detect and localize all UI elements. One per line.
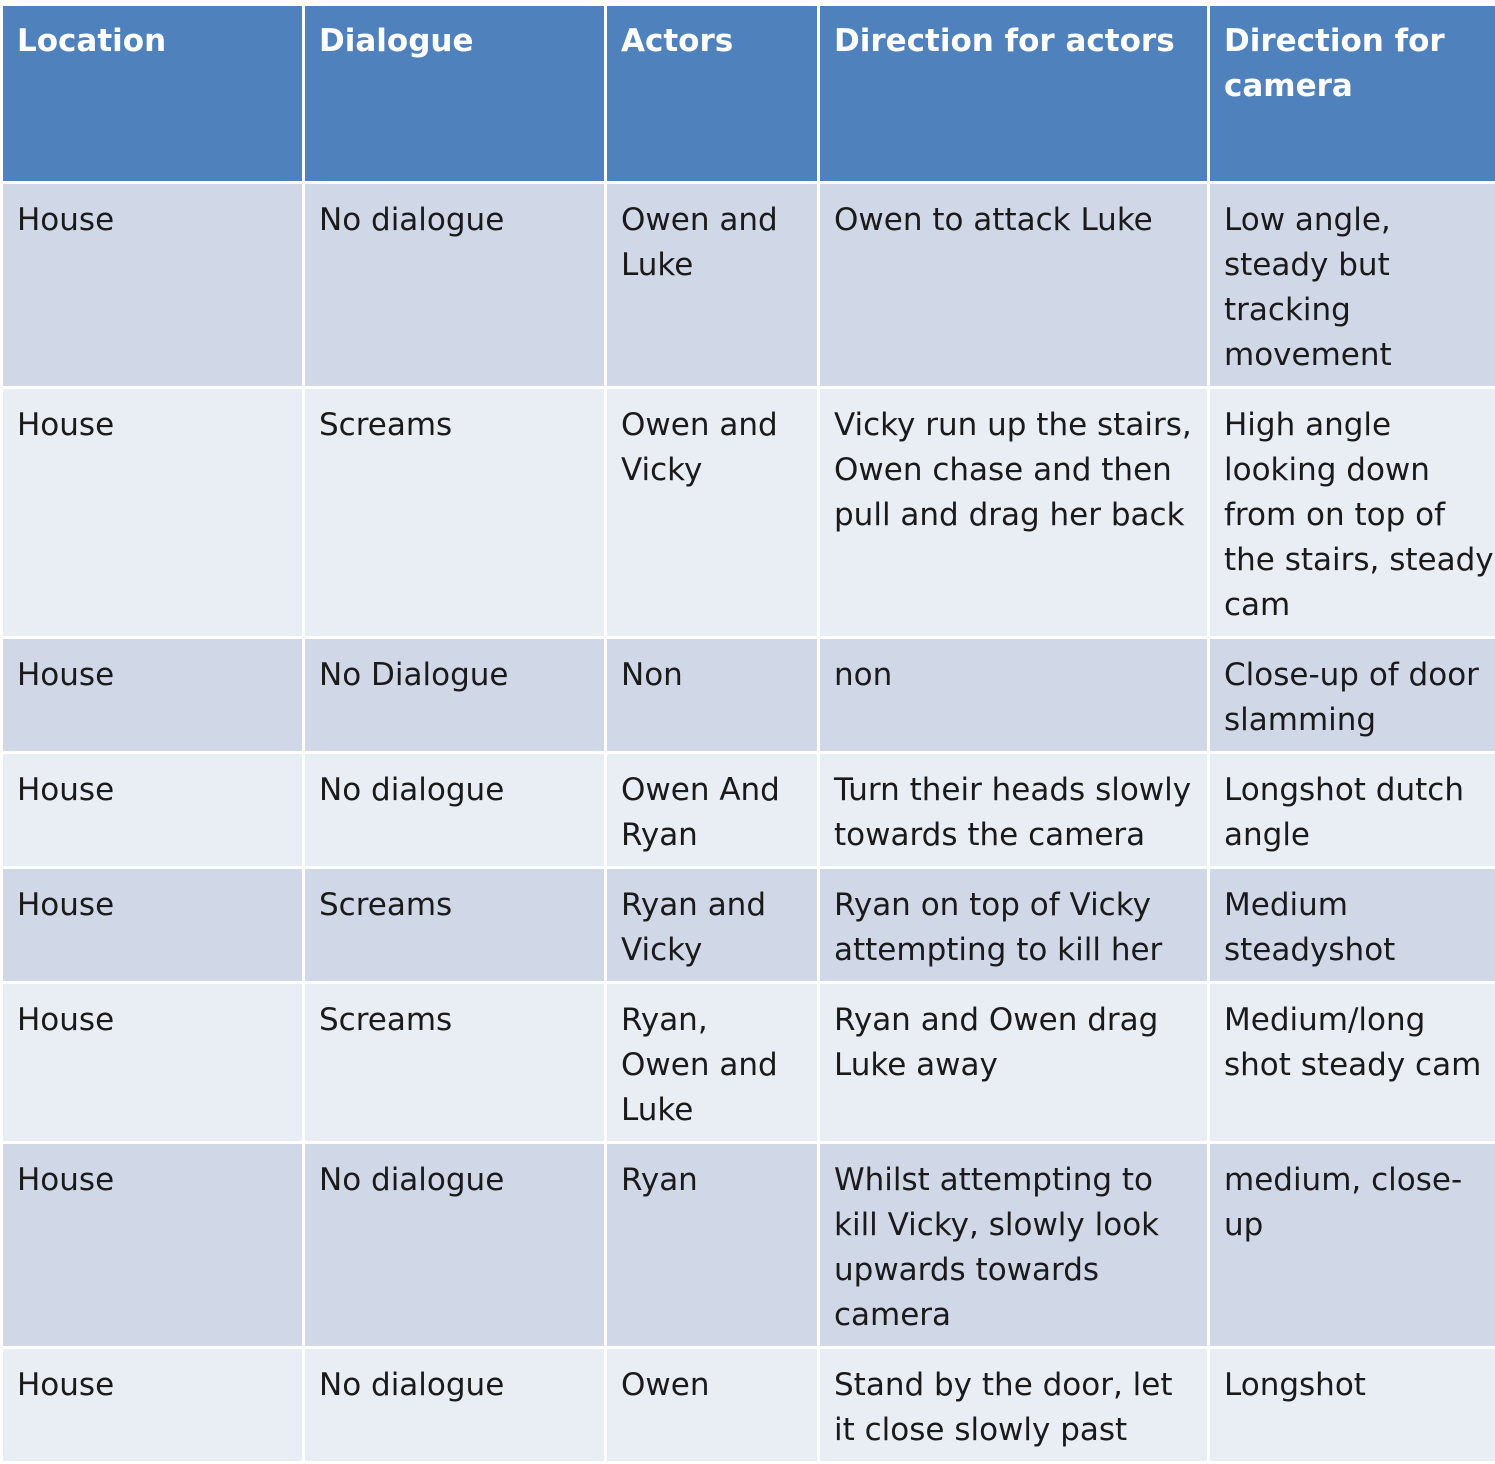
cell-direction-camera: Low angle, steady but tracking movement xyxy=(1210,184,1495,386)
cell-direction-camera: medium, close-up xyxy=(1210,1144,1495,1346)
cell-location: House xyxy=(3,1349,302,1461)
cell-location: House xyxy=(3,1144,302,1346)
cell-actors: Ryan, Owen and Luke xyxy=(607,984,817,1141)
cell-dialogue: Screams xyxy=(305,389,604,636)
cell-direction-camera: Close-up of door slamming xyxy=(1210,639,1495,751)
cell-actors: Owen and Luke xyxy=(607,184,817,386)
header-actors: Actors xyxy=(607,6,817,181)
table-row xyxy=(3,984,1495,1141)
cell-dialogue: No dialogue xyxy=(305,184,604,386)
cell-location: House xyxy=(3,984,302,1141)
cell-direction-camera: High angle looking down from on top of the stairs, steady cam xyxy=(1210,389,1495,636)
cell-actors: Non xyxy=(607,639,817,751)
cell-direction-actors: non xyxy=(820,639,1207,751)
cell-direction-actors: Turn their heads slowly towards the camera xyxy=(820,754,1207,866)
cell-direction-camera: Longshot xyxy=(1210,1349,1495,1461)
cell-actors: Ryan xyxy=(607,1144,817,1346)
table-body xyxy=(3,184,1495,1461)
header-direction-for-actors: Direction for actors xyxy=(820,6,1207,181)
header-row xyxy=(3,6,1495,181)
header-dialogue: Dialogue xyxy=(305,6,604,181)
cell-direction-actors: Owen to attack Luke xyxy=(820,184,1207,386)
table-row xyxy=(3,1349,1495,1461)
cell-dialogue: No dialogue xyxy=(305,754,604,866)
table-header xyxy=(3,6,1495,181)
cell-location: House xyxy=(3,639,302,751)
cell-location: House xyxy=(3,869,302,981)
cell-direction-camera: Medium steadyshot xyxy=(1210,869,1495,981)
cell-direction-actors: Whilst attempting to kill Vicky, slowly look upwards towards camera xyxy=(820,1144,1207,1346)
cell-actors: Owen And Ryan xyxy=(607,754,817,866)
table-row xyxy=(3,1144,1495,1346)
cell-direction-actors: Ryan and Owen drag Luke away xyxy=(820,984,1207,1141)
cell-dialogue: Screams xyxy=(305,869,604,981)
cell-location: House xyxy=(3,754,302,866)
cell-dialogue: No dialogue xyxy=(305,1349,604,1461)
table-row xyxy=(3,184,1495,386)
table-row xyxy=(3,754,1495,866)
cell-actors: Owen xyxy=(607,1349,817,1461)
cell-actors: Ryan and Vicky xyxy=(607,869,817,981)
cell-direction-camera: Medium/long shot steady cam xyxy=(1210,984,1495,1141)
table-row xyxy=(3,869,1495,981)
shot-list-table xyxy=(0,3,1495,1464)
cell-dialogue: Screams xyxy=(305,984,604,1141)
cell-location: House xyxy=(3,184,302,386)
cell-location: House xyxy=(3,389,302,636)
cell-direction-actors: Stand by the door, let it close slowly past xyxy=(820,1349,1207,1461)
header-location: Location xyxy=(3,6,302,181)
cell-direction-actors: Ryan on top of Vicky attempting to kill her xyxy=(820,869,1207,981)
table-row xyxy=(3,639,1495,751)
cell-direction-camera: Longshot dutch angle xyxy=(1210,754,1495,866)
table-row xyxy=(3,389,1495,636)
cell-dialogue: No Dialogue xyxy=(305,639,604,751)
cell-direction-actors: Vicky run up the stairs, Owen chase and then pull and drag her back xyxy=(820,389,1207,636)
header-direction-for-camera: Direction for camera xyxy=(1210,6,1495,181)
cell-dialogue: No dialogue xyxy=(305,1144,604,1346)
cell-actors: Owen and Vicky xyxy=(607,389,817,636)
